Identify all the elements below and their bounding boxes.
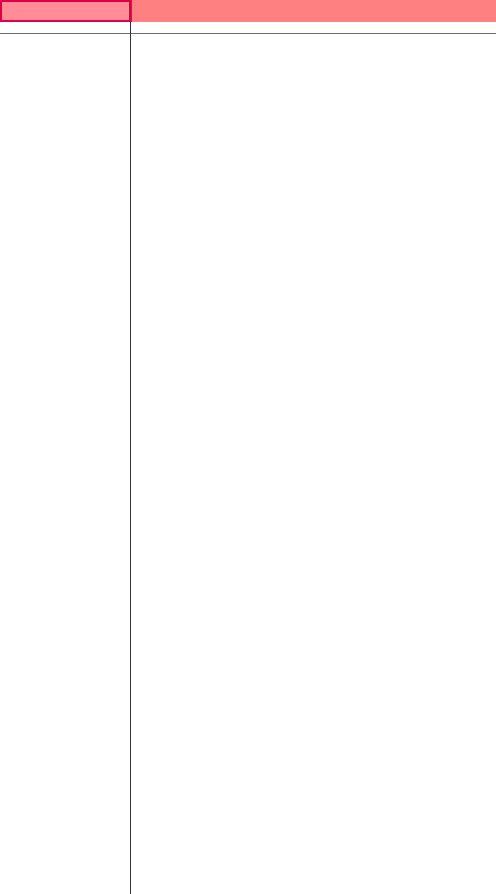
header-row [0,0,496,22]
partial-row[interactable] [0,22,496,33]
column-divider [130,22,131,894]
cell-selection-border [0,33,496,34]
dates-header-cell[interactable] [0,0,131,22]
holiday-header-cell[interactable] [131,0,496,22]
